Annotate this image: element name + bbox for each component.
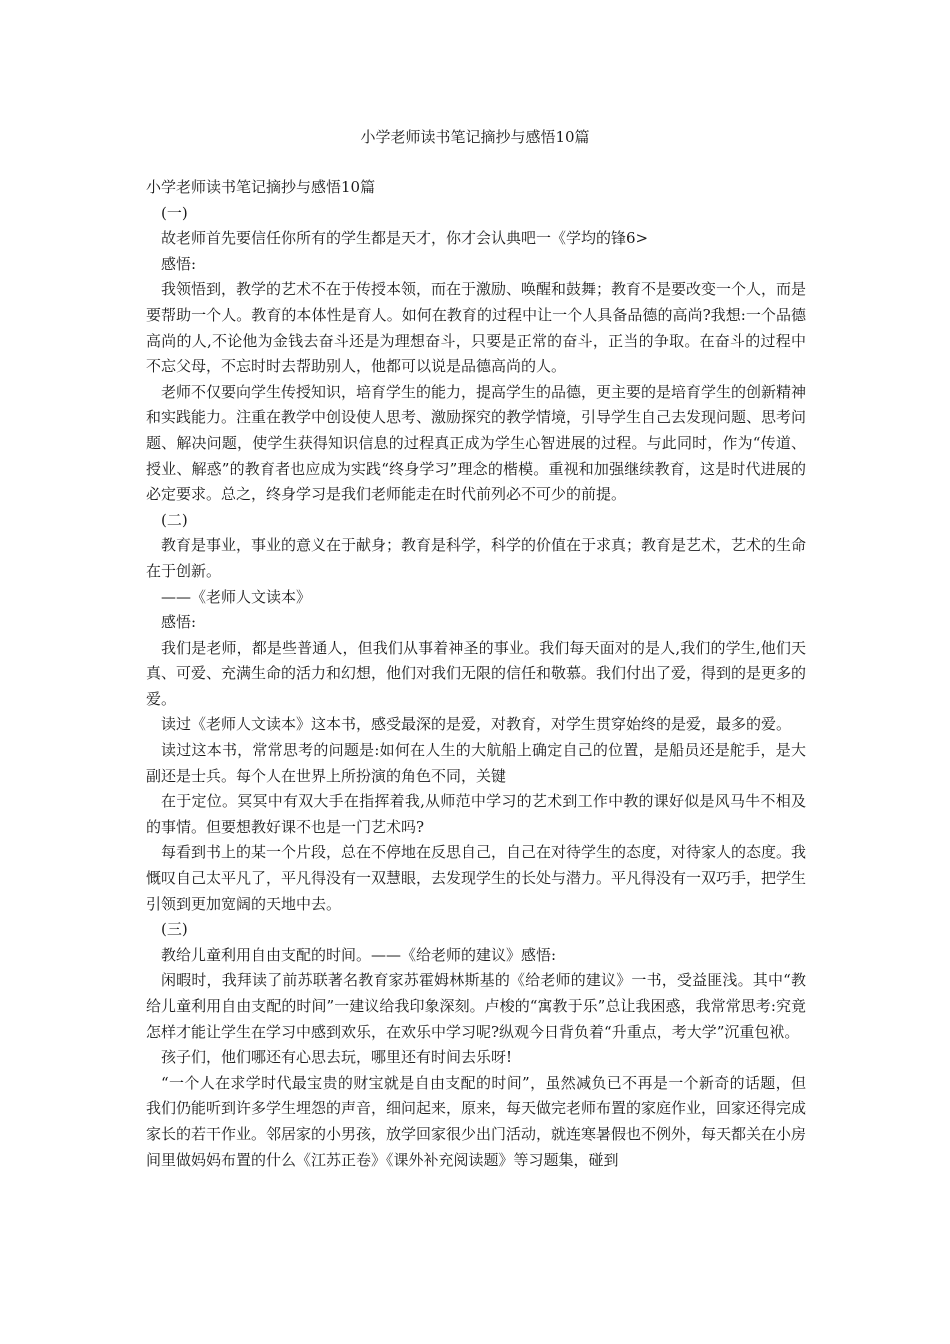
body-paragraph: 我领悟到，教学的艺术不在于传授本领，而在于激励、唤醒和鼓舞；教育不是要改变一个人，而是要帮助一个人。教育的本体性是育人。如何在教育的过程中让一个人具备品德的高尚?我想:一个品德高尚的人,不论他为金钱去奋斗还是为理想奋斗，只要是正常的奋斗，正当的争取。在奋斗的过程中不忘父母，不忘时时去帮助别人，他都可以说是品德高尚的人。 xyxy=(146,280,807,376)
section-marker: (一) xyxy=(161,203,188,222)
reflection-label: 感悟: xyxy=(161,254,197,273)
quote-paragraph: 故老师首先要信任你所有的学生都是天才，你才会认典吧一《学均的锋6> xyxy=(161,229,649,248)
document-title: 小学老师读书笔记摘抄与感悟10篇 xyxy=(360,128,590,146)
body-paragraph: 读过《老师人文读本》这本书，感受最深的是爱，对教育，对学生贯穿始终的是爱，最多的爱。 xyxy=(161,715,792,734)
document-body xyxy=(146,175,806,1173)
body-paragraph: 闲暇时，我拜读了前苏联著名教育家苏霍姆林斯基的《给老师的建议》一书，受益匪浅。其中“教给儿童利用自由支配的时间”一建议给我印象深刻。卢梭的“寓教于乐”总让我困惑，我常常思考:究竟怎样才能让学生在学习中感到欢乐，在欢乐中学习呢?纵观今日背负着“升重点，考大学”沉重包袱。 xyxy=(146,971,806,1041)
body-paragraph: 读过这本书，常常思考的问题是:如何在人生的大航船上确定自己的位置，是船员还是舵手，是大副还是士兵。每个人在世界上所扮演的角色不同，关键 xyxy=(146,741,806,785)
section-marker: (三) xyxy=(161,920,188,939)
body-paragraph: 老师不仅要向学生传授知识，培育学生的能力，提高学生的品德，更主要的是培育学生的创新精神和实践能力。注重在教学中创设使人思考、激励探究的教学情境，引导学生自己去发现问题、思考问题、解决问题，使学生获得知识信息的过程真正成为学生心智进展的过程。与此同时，作为“传道、授业、解惑”的教育者也应成为实践“终身学习”理念的楷模。重视和加强继续教育，这是时代进展的必定要求。总之，终身学习是我们老师能走在时代前列必不可少的前提。 xyxy=(146,382,807,504)
body-paragraph: “一个人在求学时代最宝贵的财宝就是自由支配的时间”，虽然减负已不再是一个新奇的话题，但我们仍能听到许多学生埋怨的声音，细问起来，原来，每天做完老师布置的家庭作业，回家还得完成家长的若干作业。邻居家的小男孩，放学回家很少出门活动，就连寒暑假也不例外，每天都关在小房间里做妈妈布置的什么《江苏正卷》《课外补充阅读题》等习题集，碰到 xyxy=(146,1073,807,1169)
reflection-label: 感悟: xyxy=(161,613,197,632)
body-paragraph: 在于定位。冥冥中有双大手在指挥着我,从师范中学习的艺术到工作中教的课好似是风马牛不相及的事情。但要想教好课不也是一门艺术吗? xyxy=(146,792,806,836)
quote-paragraph: 教育是事业，事业的意义在于献身；教育是科学，科学的价值在于求真；教育是艺术，艺术的生命在于创新。 xyxy=(146,536,807,580)
body-paragraph: 我们是老师，都是些普通人，但我们从事着神圣的事业。我们每天面对的是人,我们的学生,他们天真、可爱、充满生命的活力和幻想，他们对我们无限的信任和敬慕。我们付出了爱，得到的是更多的爱。 xyxy=(146,638,807,708)
body-paragraph: 每看到书上的某一个片段，总在不停地在反思自己，自己在对待学生的态度，对待家人的态度。我慨叹自己太平凡了，平凡得没有一双慧眼，去发现学生的长处与潜力。平凡得没有一双巧手，把学生引领到更加宽阔的天地中去。 xyxy=(146,843,807,913)
body-heading: 小学老师读书笔记摘抄与感悟10篇 xyxy=(146,178,376,196)
body-paragraph: 孩子们，他们哪还有心思去玩，哪里还有时间去乐呀! xyxy=(161,1048,513,1067)
quote-source: ——《老师人文读本》 xyxy=(161,587,312,606)
section-marker: (二) xyxy=(161,510,188,529)
quote-paragraph: 教给儿童利用自由支配的时间。——《给老师的建议》感悟: xyxy=(161,945,557,964)
